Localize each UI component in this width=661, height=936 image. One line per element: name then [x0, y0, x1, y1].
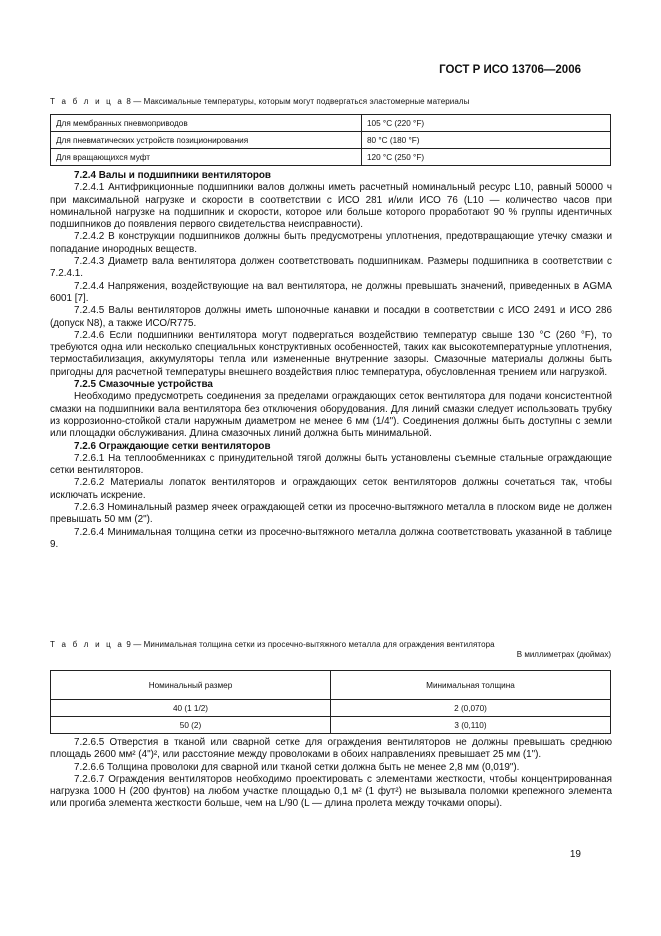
paragraph: 7.2.6.6 Толщина проволоки для сварной или тканой сетки должна быть не менее 2,8 мм (0,019"). [74, 761, 520, 773]
table8-caption-text: 8 — Максимальные температуры, которым могут подвергаться эластомерные материалы [124, 97, 470, 106]
paragraph: 7.2.4.3 Диаметр вала вентилятора должен соответствовать подшипникам. Размеры подшипника в соответствии с 7.2.4.1. [50, 256, 612, 280]
table-cell: 40 (1 1/2) [51, 700, 331, 717]
table9-units: В миллиметрах (дюймах) [516, 650, 611, 659]
paragraph: 7.2.4.6 Если подшипники вентилятора могут подвергаться воздействию температур свыше 130 °С (260 °F), то требуются одна или несколько специальных конструктивных особенностей, таких как высокотемпературные уплотнения, термостабилизация, аккумуляторы тепла или измененные внутренние зазоры. Смазочные материалы должны быть пригодны для расчетной температуры внешнего воздействия плюс температура, обусловленная трением или нагрузкой. [50, 329, 612, 378]
paragraph: 7.2.6.3 Номинальный размер ячеек ограждающей сетки из просечно-вытяжного металла в плоском виде не должен превышать 50 мм (2"). [50, 502, 612, 526]
table-cell: 50 (2) [51, 717, 331, 734]
paragraph: 7.2.4.5 Валы вентиляторов должны иметь шпоночные канавки и посадки в соответствии с ИСО 2491 и ИСО 286 (допуск N8), а также ИСО/R775. [50, 305, 612, 329]
paragraph: 7.2.4.1 Антифрикционные подшипники валов должны иметь расчетный номинальный ресурс L10, равный 50000 ч при максимальной нагрузке и скорости в соответствии с ИСО 281 и/или ИСО 76 (L10 — количество часов при номинальной нагрузке на подшипник и скорости, которое или больше которого проработают 90 % группы идентичных подшипников до появления первого свидетельства неисправности). [50, 182, 612, 231]
table8-caption [50, 97, 470, 106]
table-cell: 3 (0,110) [331, 717, 611, 734]
paragraph: 7.2.4.4 Напряжения, воздействующие на вал вентилятора, не должны превышать значений, приведенных в AGMA 6001 [7]. [50, 280, 612, 304]
paragraph: 7.2.4.2 В конструкции подшипников должны быть предусмотрены уплотнения, предотвращающие утечку смазки и попадание инородных веществ. [50, 231, 612, 255]
table-cell: Для пневматических устройств позиционирования [51, 132, 362, 149]
document-header: ГОСТ Р ИСО 13706—2006 [439, 64, 581, 76]
table-cell: Для вращающихся муфт [51, 149, 362, 166]
table8-caption-prefix: Т а б л и ц а [50, 97, 125, 106]
paragraph: 7.2.6.5 Отверстия в тканой или сварной сетке для ограждения вентиляторов не должны превышать среднюю площадь 2600 мм² (4")², или расстояние между проволоками в обоих направлениях превышает 25 мм (1"). [50, 737, 612, 761]
table-cell: 2 (0,070) [331, 700, 611, 717]
table-8 [50, 114, 611, 166]
column-header: Номинальный размер [51, 671, 331, 700]
paragraph: 7.2.6.1 На теплообменниках с принудительной тягой должны быть установлены съемные стальные ограждающие сетки вентиляторов. [50, 452, 612, 477]
paragraph: 7.2.6.4 Минимальная толщина сетки из просечно-вытяжного металла должна соответствовать указанной в таблице 9. [50, 526, 612, 550]
paragraph: 7.2.6.2 Материалы лопаток вентиляторов и ограждающих сеток вентиляторов должны сочетаться так, чтобы исключать искрение. [50, 477, 612, 501]
table-row [51, 132, 611, 149]
paragraph: 7.2.6.7 Ограждения вентиляторов необходимо проектировать с элементами жесткости, чтобы концентрированная нагрузка 1000 Н (200 фунтов) на любом участке площадью 0,1 м² (1 фут²) не вызывала поломки крепежного элемента или прогиба элемента жесткости больше, чем на L/90 (L — длина пролета между точками опоры). [50, 773, 612, 810]
table-cell: 120 °C (250 °F) [362, 149, 611, 166]
section-heading: 7.2.5 Смазочные устройства [74, 379, 213, 391]
table-cell: 105 °C (220 °F) [362, 115, 611, 132]
table-header-row [51, 671, 611, 700]
column-header: Минимальная толщина [331, 671, 611, 700]
section-heading: 7.2.6 Ограждающие сетки вентиляторов [74, 440, 271, 452]
page-number: 19 [569, 849, 581, 860]
table9-caption [50, 640, 495, 649]
paragraph: Необходимо предусмотреть соединения за пределами ограждающих сеток вентилятора для подачи консистентной смазки на подшипники вала вентилятора без отключения оборудования. Для линий смазки следует использовать трубку из коррозионно-стойкой стали наружным диаметром не менее 6 мм (1/4"). Соединения должны быть доступны с земли или площадки обслуживания. Длина смазочных линий должна быть минимальной. [50, 391, 612, 440]
table-row [51, 115, 611, 132]
table-cell: Для мембранных пневмоприводов [51, 115, 362, 132]
table-row [51, 700, 611, 717]
section-heading: 7.2.4 Валы и подшипники вентиляторов [74, 170, 271, 181]
table9-caption-text: 9 — Минимальная толщина сетки из просечно-вытяжного металла для ограждения вентилятора [124, 640, 495, 649]
table-row [51, 149, 611, 166]
table-cell: 80 °C (180 °F) [362, 132, 611, 149]
table-row [51, 717, 611, 734]
section-text-1 [50, 170, 612, 551]
table-9 [50, 670, 611, 734]
table9-caption-prefix: Т а б л и ц а [50, 640, 125, 649]
section-text-2 [50, 737, 612, 811]
